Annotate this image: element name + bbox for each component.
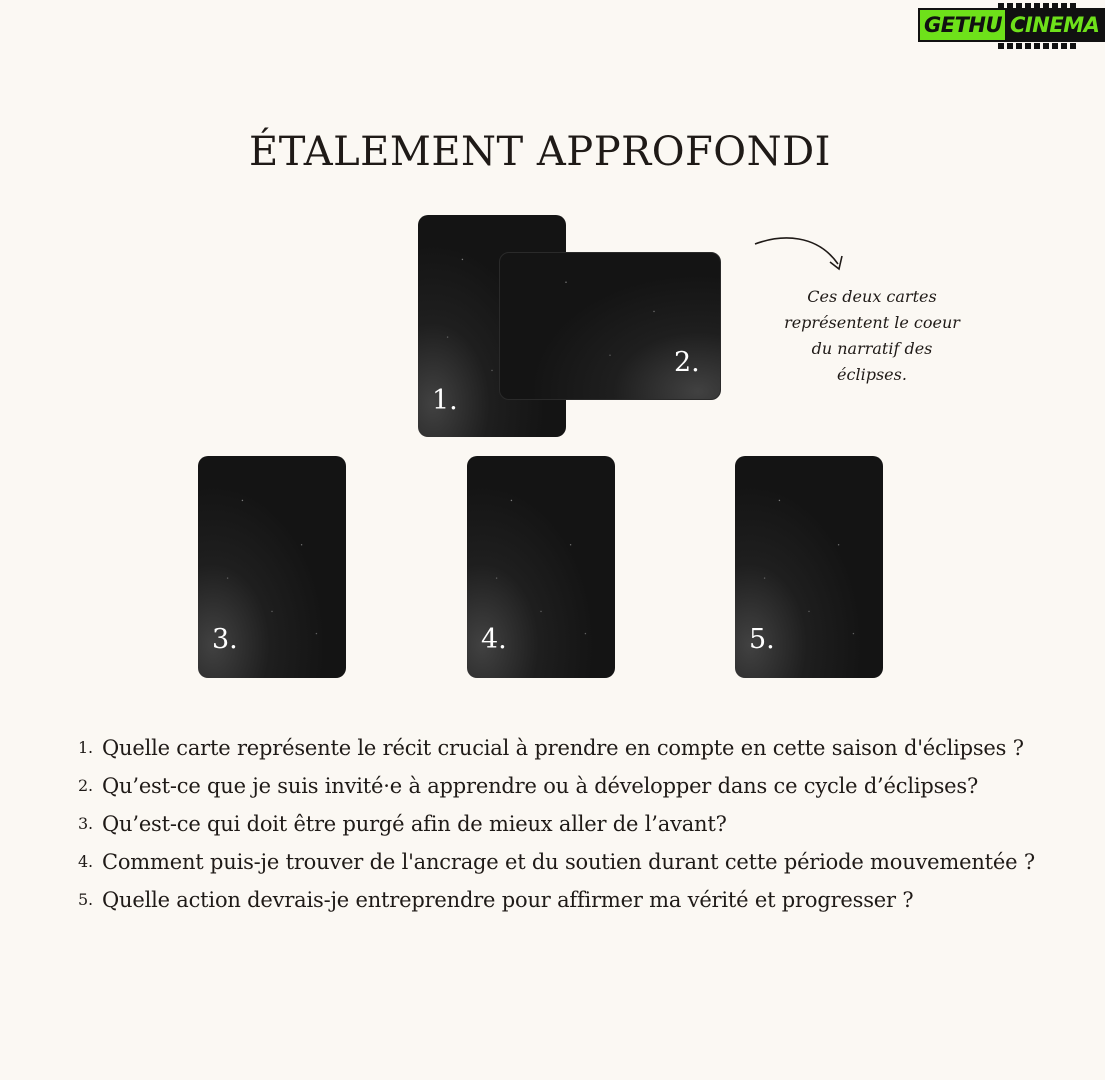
card-2-label: 2. bbox=[674, 347, 700, 378]
note-line-2: représentent le coeur bbox=[784, 313, 960, 332]
questions-list bbox=[78, 730, 1038, 920]
question-item bbox=[78, 844, 1038, 880]
question-number: 3. bbox=[78, 814, 93, 833]
question-text: Qu’est-ce que je suis invité·e à apprendre ou à développer dans ce cycle d’éclipses? bbox=[102, 774, 979, 798]
question-item bbox=[78, 768, 1038, 804]
card-2 bbox=[499, 252, 721, 400]
card-4-label: 4. bbox=[481, 624, 507, 655]
card-4 bbox=[467, 456, 615, 678]
card-5-label: 5. bbox=[749, 624, 775, 655]
watermark-logo bbox=[918, 6, 1100, 44]
question-text: Quelle action devrais-je entreprendre pour affirmer ma vérité et progresser ? bbox=[102, 888, 914, 912]
card-3 bbox=[198, 456, 346, 678]
logo-text-part2: CINEMA bbox=[1005, 8, 1105, 42]
note-line-1: Ces deux cartes bbox=[807, 287, 937, 306]
page-title: ÉTALEMENT APPROFONDI bbox=[249, 128, 831, 175]
question-text: Qu’est-ce qui doit être purgé afin de mieux aller de l’avant? bbox=[102, 812, 727, 836]
question-item bbox=[78, 806, 1038, 842]
card-1-label: 1. bbox=[432, 385, 458, 416]
question-number: 1. bbox=[78, 738, 93, 757]
film-strip-decoration bbox=[998, 3, 1076, 9]
logo-text-part1: GETHU bbox=[918, 8, 1005, 42]
question-item bbox=[78, 882, 1038, 918]
note-line-4: éclipses. bbox=[837, 365, 907, 384]
card-3-label: 3. bbox=[212, 624, 238, 655]
curved-arrow-icon bbox=[752, 232, 852, 276]
question-number: 2. bbox=[78, 776, 93, 795]
card-note bbox=[752, 284, 992, 388]
card-5 bbox=[735, 456, 883, 678]
film-strip-decoration bbox=[998, 43, 1076, 49]
question-text: Comment puis-je trouver de l'ancrage et du soutien durant cette période mouvementée ? bbox=[102, 850, 1035, 874]
note-line-3: du narratif des bbox=[811, 339, 933, 358]
question-number: 5. bbox=[78, 890, 93, 909]
question-text: Quelle carte représente le récit crucial à prendre en compte en cette saison d'éclipses ? bbox=[102, 736, 1024, 760]
question-item bbox=[78, 730, 1038, 766]
question-number: 4. bbox=[78, 852, 93, 871]
